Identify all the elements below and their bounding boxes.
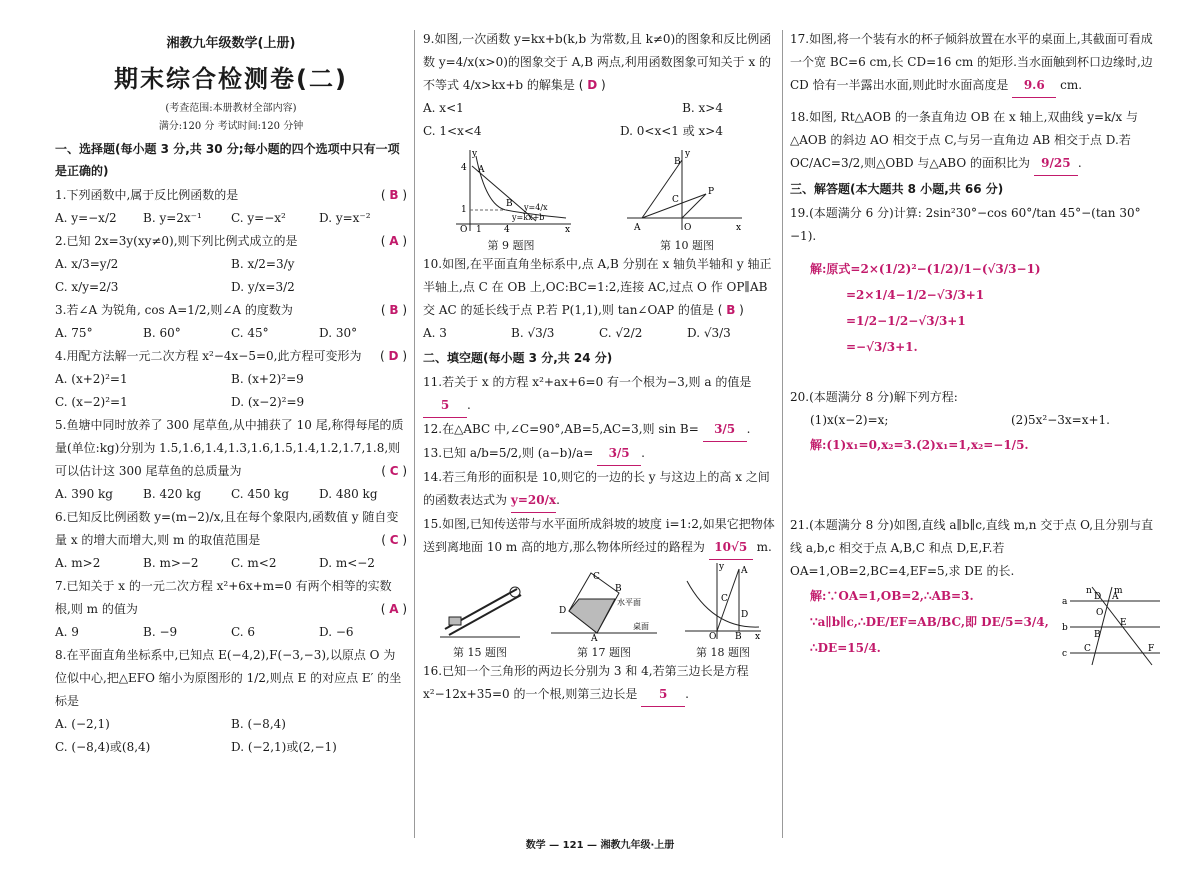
origin-label: O xyxy=(460,225,468,234)
line-n-label: n xyxy=(1086,586,1092,596)
option-a: A. y=−x/2 xyxy=(55,211,117,225)
origin-label: O xyxy=(684,223,692,233)
question-list xyxy=(55,184,407,759)
section-heading: 一、选择题(每小题 3 分,共 30 分;每小题的四个选项中只有一项是正确的) xyxy=(55,142,400,178)
tick-label: 1 xyxy=(476,225,482,234)
option-c: C. m<2 xyxy=(231,556,277,570)
question-item xyxy=(55,414,407,506)
option-a: A. (x+2)²=1 xyxy=(55,372,128,386)
figure-row-9-10 xyxy=(423,143,775,253)
option-a: A. x/3=y/2 xyxy=(55,257,119,271)
answer-paren: ( D ) xyxy=(578,78,606,92)
answer-paren: ( B ) xyxy=(380,188,407,202)
option-a: A. 3 xyxy=(423,326,447,340)
part-2: (2)5x²−3x=x+1. xyxy=(1011,413,1110,427)
question-10 xyxy=(423,253,775,345)
exam-meta: 满分:120 分 考试时间:120 分钟 xyxy=(158,121,304,132)
point-e-label: E xyxy=(1120,618,1127,628)
origin-label: O xyxy=(709,632,717,641)
answer-paren: ( D ) xyxy=(380,349,407,363)
option-c: C. (−8,4)或(8,4) xyxy=(55,740,151,754)
option-b: B. (−8,4) xyxy=(231,717,286,731)
figure-18 xyxy=(683,561,763,660)
question-14: 14.若三角形的面积是 10,则它的一边的长 y 与这边上的高 x 之间的函数表达式为 y=20/x. xyxy=(423,466,775,513)
page-footer: 数学 — 121 — 湘教九年级·上册 xyxy=(525,840,675,851)
option-b: B. √3/3 xyxy=(511,326,555,340)
axis-label-x: x xyxy=(755,632,761,641)
option-a: A. x<1 xyxy=(423,101,464,115)
question-stem: 10.如图,在平面直角坐标系中,点 A,B 分别在 x 轴负半轴和 y 轴正半轴上,点 C 在 OB 上,OC:BC=1:2,连接 AC,过点 O 作 OP∥AB 交 AC 的延长线于点 P.若 P(1,1),则 tan∠OAP 的值是 xyxy=(423,257,772,317)
water-label: 水平面 xyxy=(617,598,641,607)
figure-9-graph xyxy=(446,146,576,234)
answer-blank: 3/5 xyxy=(597,442,641,466)
question-stem: 7.已知关于 x 的一元二次方程 x²+6x+m=0 有两个相等的实数根,则 m 的值为 xyxy=(55,579,392,616)
option-c: C. x/y=2/3 xyxy=(55,280,119,294)
point-a-label: A xyxy=(591,634,598,641)
line-c-label: c xyxy=(1062,649,1068,659)
question-20: 20.(本题满分 8 分)解下列方程: xyxy=(790,390,958,404)
tick-label: 4 xyxy=(461,163,467,173)
option-b: B. m>−2 xyxy=(143,556,199,570)
line-label: y=kx+b xyxy=(512,213,545,222)
question-stem: 9.如图,一次函数 y=kx+b(k,b 为常数,且 k≠0)的图象和反比例函数 y=4/x(x>0)的图象交于 A,B 两点,利用函数图象可知关于 x 的不等式 4/x>kx+b 的解集是 xyxy=(423,32,772,92)
section-heading: 三、解答题(本大题共 8 小题,共 66 分) xyxy=(790,182,1004,196)
answer-blank: 5 xyxy=(423,394,467,418)
option-b: B. 60° xyxy=(143,326,181,340)
solution-line: 解:原式=2×(1/2)²−(1/2)/1−(√3/3−1) xyxy=(810,262,1041,276)
figure-21-graph xyxy=(1062,583,1162,673)
point-b-label: B xyxy=(1094,630,1101,640)
answer-blank: 5 xyxy=(641,683,685,707)
point-f-label: F xyxy=(1148,644,1155,654)
table-label: 桌面 xyxy=(633,622,649,631)
axis-label-y: y xyxy=(685,149,691,159)
question-9 xyxy=(423,28,775,143)
figure-9 xyxy=(446,146,576,253)
option-d: D. m<−2 xyxy=(319,556,375,570)
point-a-label: A xyxy=(741,566,748,576)
point-b-label: B xyxy=(615,584,622,594)
tick-label: 4 xyxy=(504,225,510,234)
solution-19 xyxy=(790,256,1162,360)
answer-blank: 3/5 xyxy=(703,418,747,442)
figure-10-caption: 第 10 题图 xyxy=(660,239,714,252)
question-item xyxy=(55,299,407,345)
option-c: C. √2/2 xyxy=(599,326,643,340)
column-1 xyxy=(55,28,407,759)
column-divider xyxy=(414,30,415,838)
solution-line: ∵a∥b∥c,∴DE/EF=AB/BC,即 DE/5=3/4, xyxy=(810,615,1049,629)
line-b-label: b xyxy=(1062,623,1068,633)
option-d: D. 0<x<1 或 x>4 xyxy=(619,124,723,138)
solution-20: 解:(1)x₁=0,x₂=3.(2)x₁=1,x₂=−1/5. xyxy=(810,438,1029,452)
question-item xyxy=(55,644,407,759)
axis-label-x: x xyxy=(736,223,742,233)
answer-blank: 9/25 xyxy=(1034,152,1078,176)
point-d-label: D xyxy=(1094,592,1102,602)
question-18: 18.如图, Rt△AOB 的一条直角边 OB 在 x 轴上,双曲线 y=k/x 与△AOB 的斜边 AO 相交于点 C,与另一直角边 AB 相交于点 D.若 OC/AC=3/2,则△OBD 与△ABO 的面积比为 9/25 . xyxy=(790,106,1162,176)
figure-18-graph xyxy=(683,561,763,641)
option-b: B. 420 kg xyxy=(143,487,202,501)
question-stem: 1.下列函数中,属于反比例函数的是 xyxy=(55,188,239,202)
question-stem: 6.已知反比例函数 y=(m−2)/x,且在每个象限内,函数值 y 随自变量 x 的增大而增大,则 m 的取值范围是 xyxy=(55,510,399,547)
figure-10-graph xyxy=(622,146,752,234)
axis-label-y: y xyxy=(719,562,725,572)
section-heading: 二、填空题(每小题 3 分,共 24 分) xyxy=(423,351,613,365)
option-d: D. −6 xyxy=(319,625,354,639)
question-stem: 8.在平面直角坐标系中,已知点 E(−4,2),F(−3,−3),以原点 O 为位似中心,把△EFO 缩小为原图形的 1/2,则点 E 的对应点 E′ 的坐标是 xyxy=(55,648,402,708)
point-b-label: B xyxy=(506,199,513,209)
point-a-label: A xyxy=(634,223,641,233)
answer-blank: y=20/x xyxy=(511,489,556,513)
option-d: D. 30° xyxy=(319,326,358,340)
option-a: A. 390 kg xyxy=(55,487,113,501)
question-stem: 2.已知 2x=3y(xy≠0),则下列比例式成立的是 xyxy=(55,234,298,248)
solution-line: 解:∵OA=1,OB=2,∴AB=3. xyxy=(810,589,974,603)
option-c: C. y=−x² xyxy=(231,211,286,225)
curve-label: y=4/x xyxy=(524,203,548,212)
figure-15-graph xyxy=(435,571,525,641)
option-b: B. y=2x⁻¹ xyxy=(143,211,202,225)
part-1: (1)x(x−2)=x; xyxy=(810,413,889,427)
axis-label-x: x xyxy=(565,225,571,234)
answer-paren: ( A ) xyxy=(380,234,407,248)
answer-blank: 9.6 xyxy=(1012,74,1056,98)
question-16: 16.已知一个三角形的两边长分别为 3 和 4,若第三边长是方程 x²−12x+35=0 的一个根,则第三边长是 5 . xyxy=(423,660,775,707)
column-3 xyxy=(790,28,1162,673)
option-d: D. y/x=3/2 xyxy=(231,280,295,294)
solution-line: =−√3/3+1. xyxy=(846,340,918,354)
answer-paren: ( B ) xyxy=(717,303,744,317)
point-c-label: C xyxy=(672,195,679,205)
page-title: 期末综合检测卷(二) xyxy=(114,65,348,93)
point-o-label: O xyxy=(1096,608,1104,618)
point-b-label: B xyxy=(674,157,681,167)
question-21: 21.(本题满分 8 分)如图,直线 a∥b∥c,直线 m,n 交于点 O,且分别与直线 a,b,c 相交于点 A,B,C 和点 D,E,F.若 OA=1,OB=2,BC=4,EF=5,求 DE 的长. xyxy=(790,518,1154,578)
figure-15-caption: 第 15 题图 xyxy=(453,646,507,659)
figure-15 xyxy=(435,571,525,660)
axis-label-y: y xyxy=(472,149,478,159)
figure-18-caption: 第 18 题图 xyxy=(696,646,750,659)
question-17: 17.如图,将一个装有水的杯子倾斜放置在水平的桌面上,其截面可看成一个宽 BC=6 cm,长 CD=16 cm 的矩形.当水面触到杯口边缘时,边 CD 恰有一半露出水面,则此时水面高度是 9.6 cm. xyxy=(790,28,1162,98)
option-d: D. (x−2)²=9 xyxy=(231,395,305,409)
figure-9-caption: 第 9 题图 xyxy=(487,239,535,252)
question-item xyxy=(55,230,407,299)
answer-paren: ( C ) xyxy=(381,533,407,547)
line-a-label: a xyxy=(1062,597,1068,607)
option-c: C. 45° xyxy=(231,326,269,340)
option-c: C. 450 kg xyxy=(231,487,290,501)
question-item xyxy=(55,345,407,414)
option-b: B. −9 xyxy=(143,625,178,639)
point-a-label: A xyxy=(1112,592,1119,602)
option-d: D. (−2,1)或(2,−1) xyxy=(231,740,337,754)
point-a-label: A xyxy=(478,165,485,175)
solution-21 xyxy=(810,583,1049,673)
option-d: D. y=x⁻² xyxy=(319,211,371,225)
question-stem: 4.用配方法解一元二次方程 x²−4x−5=0,此方程可变形为 xyxy=(55,349,362,363)
option-a: A. (−2,1) xyxy=(55,717,110,731)
column-2 xyxy=(423,28,775,707)
series-title: 湘教九年级数学(上册) xyxy=(166,36,296,51)
question-stem: 3.若∠A 为锐角, cos A=1/2,则∠A 的度数为 xyxy=(55,303,293,317)
figure-17 xyxy=(549,571,659,660)
point-d-label: D xyxy=(741,610,749,620)
answer-paren: ( A ) xyxy=(380,602,407,616)
question-20-parts xyxy=(790,409,1110,432)
solution-line: =1/2−1/2−√3/3+1 xyxy=(846,314,966,328)
point-c-label: C xyxy=(593,572,600,582)
column-divider xyxy=(782,30,783,838)
question-11: 11.若关于 x 的方程 x²+ax+6=0 有一个根为−3,则 a 的值是 5 . xyxy=(423,371,775,418)
answer-paren: ( C ) xyxy=(381,464,407,478)
point-c-label: C xyxy=(1084,644,1091,654)
tick-label: 1 xyxy=(461,205,467,215)
question-19: 19.(本题满分 6 分)计算: 2sin²30°−cos 60°/tan 45°−(tan 30°−1). xyxy=(790,206,1141,243)
option-a: A. m>2 xyxy=(55,556,101,570)
option-d: D. √3/3 xyxy=(687,326,731,340)
option-d: D. 480 kg xyxy=(319,487,378,501)
figure-17-caption: 第 17 题图 xyxy=(577,646,631,659)
question-12: 12.在△ABC 中,∠C=90°,AB=5,AC=3,则 sin B= 3/5 . xyxy=(423,418,775,442)
answer-paren: ( B ) xyxy=(380,303,407,317)
option-b: B. x>4 xyxy=(682,101,723,115)
option-a: A. 9 xyxy=(55,625,79,639)
figure-17-graph xyxy=(549,571,659,641)
solution-line: ∴DE=15/4. xyxy=(810,641,881,655)
exam-scope: (考查范围:本册教材全部内容) xyxy=(165,103,297,114)
option-c: C. 6 xyxy=(231,625,256,639)
question-stem: 5.鱼塘中同时放养了 300 尾草鱼,从中捕获了 10 尾,称得每尾的质量(单位:kg)分别为 1.5,1.6,1.4,1.3,1.6,1.5,1.4,1.2,1.7,1.8,则可以估计这 300 尾草鱼的总质量为 xyxy=(55,418,404,478)
solution-line: =2×1/4−1/2−√3/3+1 xyxy=(846,288,985,302)
solution-21-row xyxy=(790,583,1162,673)
question-item xyxy=(55,184,407,230)
point-d-label: D xyxy=(559,606,567,616)
option-b: B. x/2=3/y xyxy=(231,257,295,271)
question-15: 15.如图,已知传送带与水平面所成斜坡的坡度 i=1:2,如果它把物体送到离地面 10 m 高的地方,那么物体所经过的路程为 10√5 m. xyxy=(423,513,775,560)
answer-blank: 10√5 xyxy=(709,536,753,560)
question-item xyxy=(55,575,407,644)
option-b: B. (x+2)²=9 xyxy=(231,372,304,386)
figure-10 xyxy=(622,146,752,253)
option-c: C. (x−2)²=1 xyxy=(55,395,128,409)
question-item xyxy=(55,506,407,575)
point-b-label: B xyxy=(735,632,742,641)
option-a: A. 75° xyxy=(55,326,93,340)
question-13: 13.已知 a/b=5/2,则 (a−b)/a= 3/5 . xyxy=(423,442,775,466)
point-c-label: C xyxy=(721,594,728,604)
option-c: C. 1<x<4 xyxy=(423,124,482,138)
line-m-label: m xyxy=(1114,586,1123,596)
point-p-label: P xyxy=(708,187,715,197)
figure-row-15-18 xyxy=(423,560,775,660)
